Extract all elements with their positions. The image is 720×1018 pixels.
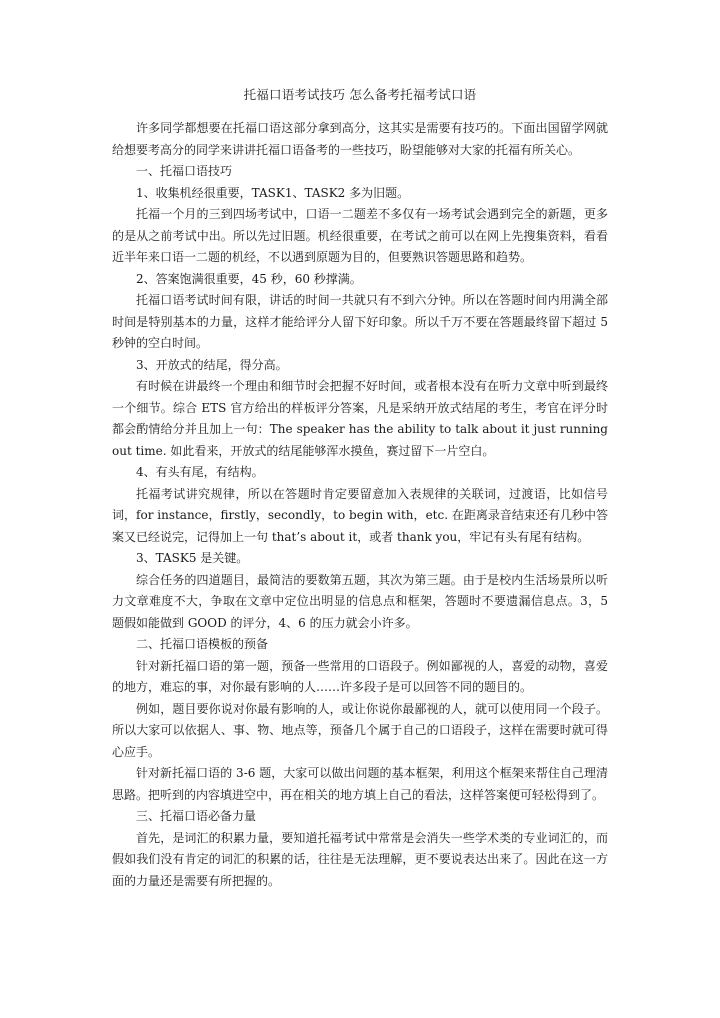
paragraph: 有时候在讲最终一个理由和细节时会把握不好时间，或者根本没有在听力文章中听到最终一个细节。综合 ETS 官方给出的样板评分答案，凡是采纳开放式结尾的考生，考官在评分时都会酌情给分并且加上一句：The speaker has the ability to talk about it just running out time. 如此看来，开放式的结尾能够浑水摸鱼，赛过留下一片空白。 xyxy=(112,379,608,458)
document-title: 托福口语考试技巧 怎么备考托福考试口语 xyxy=(243,87,477,102)
paragraph: 托福口语考试时间有限，讲话的时间一共就只有不到六分钟。所以在答题时间内用满全部时间是特别基本的力量，这样才能给评分人留下好印象。所以千万不要在答题最终留下超过 5 秒钟的空白时间。 xyxy=(112,293,608,350)
tip-heading-4: 4、有头有尾，有结构。 xyxy=(136,465,264,479)
paragraph: 托福考试讲究规律，所以在答题时肯定要留意加入表规律的关联词，过渡语，比如信号词，for instance，firstly，secondly，to begin with，etc. 在距离录音结束还有几秒中答案又已经说完，记得加上一句 that’s about it，或者 thank you，牢记有头有尾有结构。 xyxy=(112,486,608,544)
paragraph: 综合任务的四道题目，最简洁的要数第五题，其次为第三题。由于是校内生活场景所以听力文章难度不大，争取在文章中定位出明显的信息点和框架，答题时不要遗漏信息点。3，5 题假如能做到 GOOD 的评分，4、6 的压力就会小许多。 xyxy=(112,572,608,630)
paragraph-intro: 许多同学都想要在托福口语这部分拿到高分，这其实是需要有技巧的。下面出国留学网就给想要考高分的同学来讲讲托福口语备考的一些技巧，盼望能够对大家的托福有所关心。 xyxy=(112,121,608,157)
tip-heading-5: 3、TASK5 是关键。 xyxy=(136,551,249,565)
paragraph: 针对新托福口语的第一题，预备一些常用的口语段子。例如鄙视的人，喜爱的动物，喜爱的地方，难忘的事，对你最有影响的人……许多段子是可以回答不同的题目的。 xyxy=(112,658,608,694)
paragraph: 首先，是词汇的积累力量，要知道托福考试中常常是会消失一些学术类的专业词汇的，而假如我们没有肯定的词汇的积累的话，往往是无法理解，更不要说表达出来了。因此在这一方面的力量还是需要有所把握的。 xyxy=(112,830,608,888)
paragraph: 针对新托福口语的 3-6 题，大家可以做出问题的基本框架，利用这个框架来帮住自己理清思路。把听到的内容填进空中，再在相关的地方填上自己的看法，这样答案便可轻松得到了。 xyxy=(112,766,608,802)
section-heading-3: 三、托福口语必备力量 xyxy=(136,809,257,823)
section-heading-2: 二、托福口语模板的预备 xyxy=(136,637,269,651)
paragraph: 托福一个月的三到四场考试中，口语一二题差不多仅有一场考试会遇到完全的新题，更多的是从之前考试中出。所以先过旧题。机经很重要，在考试之前可以在网上先搜集资料，看看近半年来口语一二题的机经，不以遇到原题为目的，但要熟识答题思路和趋势。 xyxy=(112,207,608,264)
section-heading-1: 一、托福口语技巧 xyxy=(136,164,233,178)
document-page xyxy=(112,86,608,892)
paragraph: 例如，题目要你说对你最有影响的人，或让你说你最鄙视的人，就可以使用同一个段子。所以大家可以依据人、事、物、地点等，预备几个属于自己的口语段子，这样在需要时就可得心应手。 xyxy=(112,701,608,759)
tip-heading-2: 2、答案饱满很重要，45 秒，60 秒撑满。 xyxy=(136,271,362,286)
tip-heading-3: 3、开放式的结尾，得分高。 xyxy=(136,357,288,372)
tip-heading-1: 1、收集机经很重要，TASK1、TASK2 多为旧题。 xyxy=(136,185,410,200)
